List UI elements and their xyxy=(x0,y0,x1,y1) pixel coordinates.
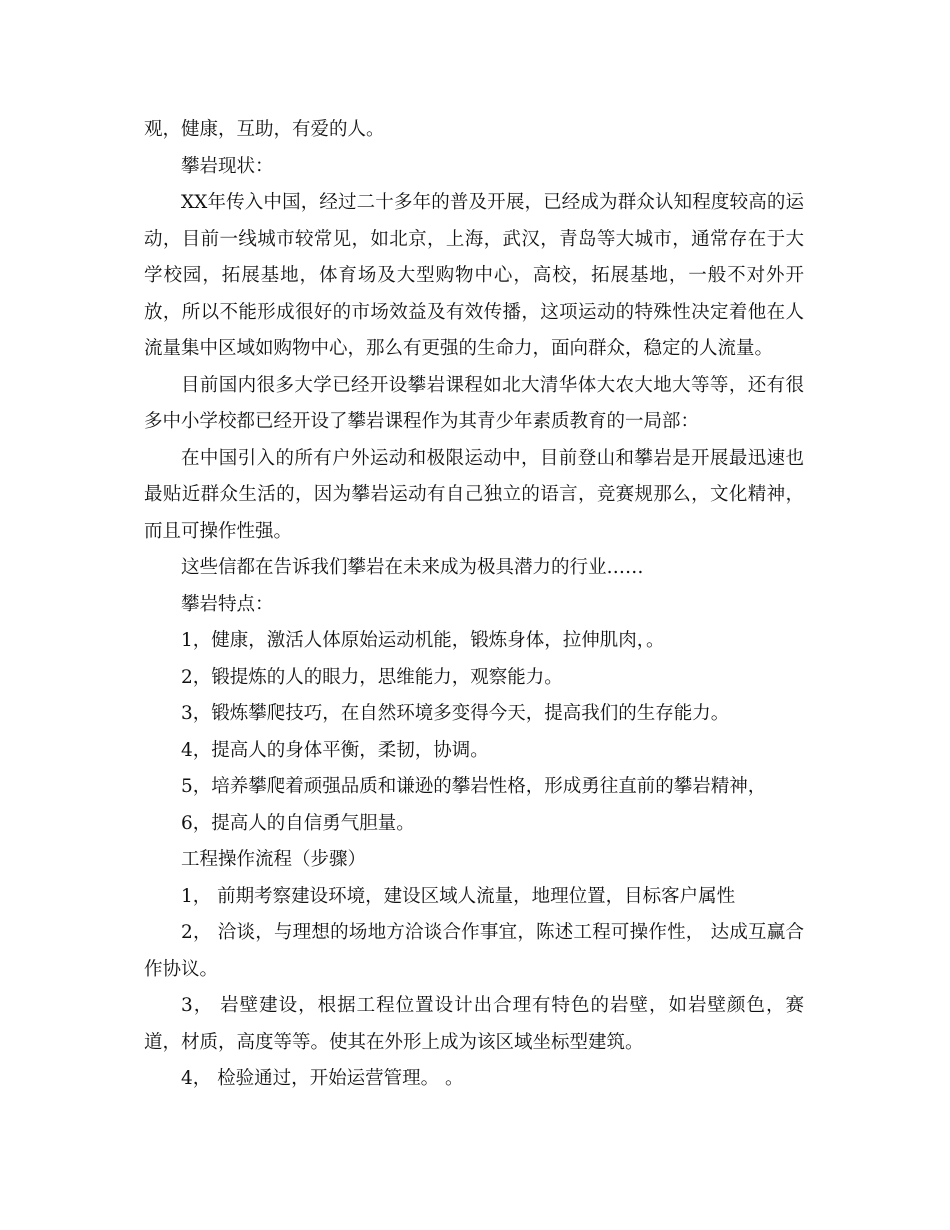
process-step-1: 1， 前期考察建设环境，建设区域人流量，地理位置，目标客户属性 xyxy=(181,885,736,907)
process-step-3: 3， 岩壁建设，根据工程位置设计出合理有特色的岩壁，如岩壁颜色，赛道，材质，高度等等。使其在外形上成为该区域坐标型建筑。 xyxy=(144,995,804,1053)
feature-item-6: 6，提高人的自信勇气胆量。 xyxy=(181,812,415,834)
paragraph-outdoor-sports: 在中国引入的所有户外运动和极限运动中，目前登山和攀岩是开展最迅速也最贴近群众生活的，因为攀岩运动有自己独立的语言，竞赛规那么，文化精神，而且可操作性强。 xyxy=(144,447,804,542)
heading-climbing-status: 攀岩现状： xyxy=(181,155,274,177)
heading-climbing-features: 攀岩特点： xyxy=(181,593,274,615)
process-step-4: 4， 检验通过，开始运营管理。 。 xyxy=(181,1068,464,1089)
paragraph-universities: 目前国内很多大学已经开设攀岩课程如北大清华体大农大地大等等，还有很多中小学校都已经开设了攀岩课程作为其青少年素质教育的一局部： xyxy=(144,374,804,432)
paragraph-history: XX年传入中国，经过二十多年的普及开展，已经成为群众认知程度较高的运动，目前一线城市较常见，如北京，上海，武汉，青岛等大城市，通常存在于大学校园，拓展基地，体育场及大型购物中心，高校，拓展基地，一般不对外开放，所以不能形成很好的市场效益及有效传播，这项运动的特殊性决定着他在人流量集中区域如购物中心，那么有更强的生命力，面向群众，稳定的人流量。 xyxy=(144,192,804,359)
feature-item-5: 5，培养攀爬着顽强品质和谦逊的攀岩性格，形成勇往直前的攀岩精神， xyxy=(181,776,767,797)
paragraph-continuation: 观，健康，互助，有爱的人。 xyxy=(144,119,385,140)
paragraph-potential: 这些信都在告诉我们攀岩在未来成为极具潜力的行业…… xyxy=(181,557,644,578)
heading-project-process: 工程操作流程（步骤） xyxy=(181,849,367,870)
feature-item-1: 1，健康，激活人体原始运动机能，锻炼身体，拉伸肌肉，。 xyxy=(181,630,665,651)
process-step-2: 2， 洽谈，与理想的场地方洽谈合作事宜，陈述工程可操作性， 达成互赢合作协议。 xyxy=(144,922,804,980)
document-body xyxy=(144,112,804,1098)
feature-item-3: 3，锻炼攀爬技巧，在自然环境多变得今天，提高我们的生存能力。 xyxy=(181,703,730,724)
feature-item-4: 4，提高人的身体平衡，柔韧，协调。 xyxy=(181,739,489,761)
feature-item-2: 2，锻提炼的人的眼力，思维能力，观察能力。 xyxy=(181,666,563,688)
